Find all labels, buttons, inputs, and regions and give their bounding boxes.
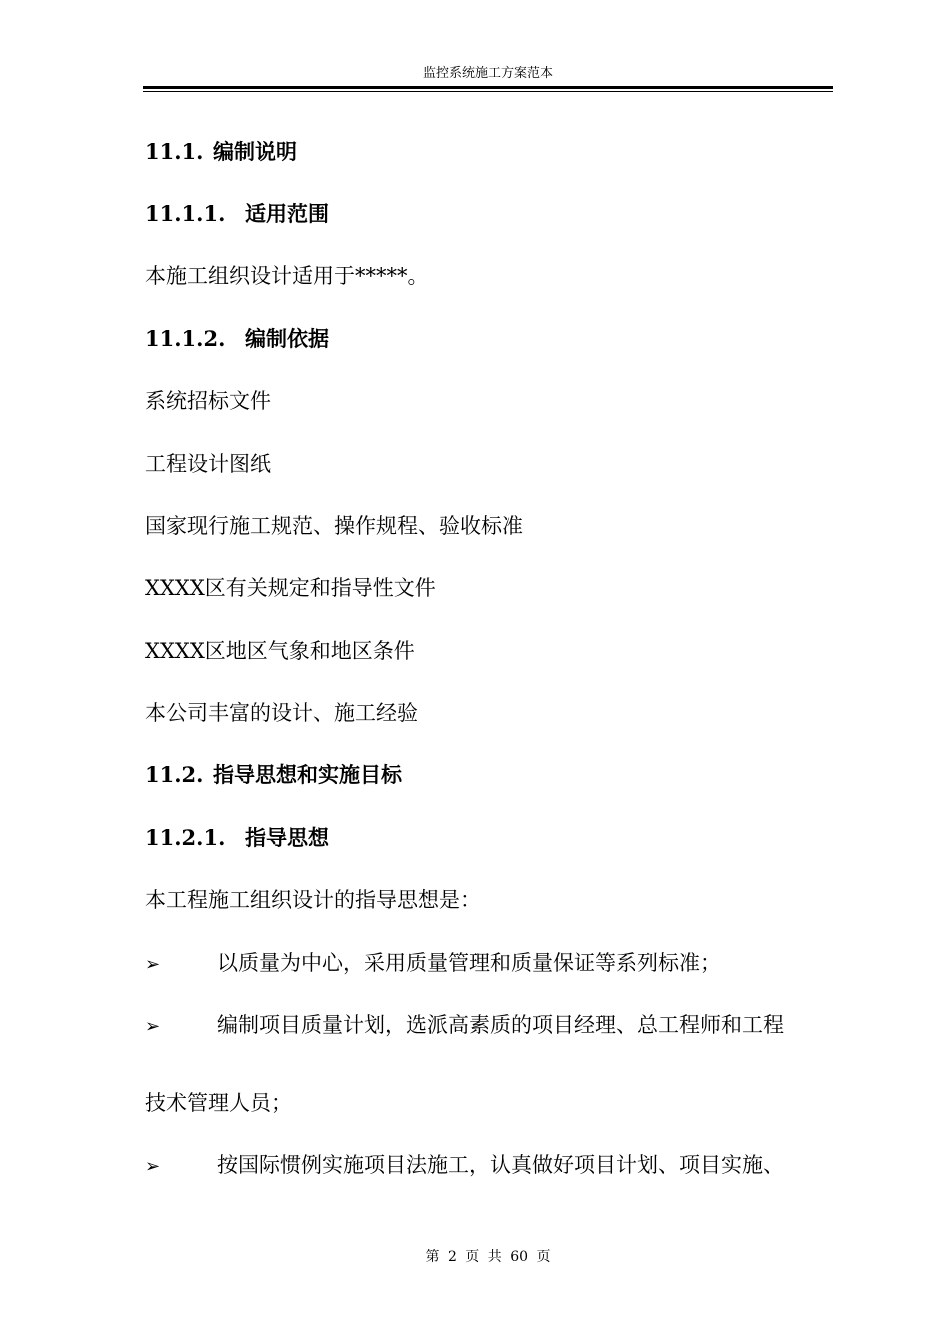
header-rule-thin — [143, 91, 833, 92]
basis-item: 本公司丰富的设计、施工经验 — [145, 701, 418, 725]
heading-number: 11.2. — [145, 762, 204, 787]
arrow-bullet-icon: ➢ — [145, 1156, 161, 1177]
heading-number: 11.2.1. — [145, 825, 226, 850]
bullet-item — [145, 949, 721, 979]
paragraph-scope: 本施工组织设计适用于*****。 — [145, 264, 429, 288]
paragraph-guiding: 本工程施工组织设计的指导思想是： — [145, 888, 481, 912]
heading-11-1-1 — [145, 200, 329, 228]
bullet-text: 编制项目质量计划，选派高素质的项目经理、总工程师和工程 — [217, 1013, 784, 1037]
basis-item: 工程设计图纸 — [145, 452, 271, 476]
header-rule-thick — [143, 86, 833, 89]
basis-item: XXXX区地区气象和地区条件 — [145, 639, 415, 663]
heading-text: 指导思想 — [245, 825, 329, 850]
basis-item: 系统招标文件 — [145, 389, 271, 413]
bullet-text: 以质量为中心，采用质量管理和质量保证等系列标准； — [217, 951, 721, 975]
heading-11-1 — [145, 138, 297, 166]
heading-text: 编制说明 — [213, 139, 297, 164]
heading-number: 11.1.1. — [145, 201, 226, 226]
arrow-bullet-icon: ➢ — [145, 1016, 161, 1037]
page-footer: 第 2 页 共 60 页 — [425, 1249, 551, 1265]
bullet-continuation: 技术管理人员； — [145, 1091, 292, 1115]
bullet-item — [145, 1011, 784, 1041]
heading-11-2-1 — [145, 824, 329, 852]
page-header: 监控系统施工方案范本 — [422, 66, 553, 81]
heading-text: 适用范围 — [245, 201, 329, 226]
heading-number: 11.1. — [145, 139, 204, 164]
heading-11-1-2 — [145, 325, 329, 353]
bullet-item — [145, 1151, 784, 1181]
bullet-text: 按国际惯例实施项目法施工，认真做好项目计划、项目实施、 — [217, 1153, 784, 1177]
heading-text: 指导思想和实施目标 — [213, 762, 402, 787]
heading-text: 编制依据 — [245, 326, 329, 351]
heading-11-2 — [145, 761, 402, 789]
arrow-bullet-icon: ➢ — [145, 954, 161, 975]
basis-item: XXXX区有关规定和指导性文件 — [145, 576, 436, 600]
basis-item: 国家现行施工规范、操作规程、验收标准 — [145, 514, 523, 538]
heading-number: 11.1.2. — [145, 326, 226, 351]
